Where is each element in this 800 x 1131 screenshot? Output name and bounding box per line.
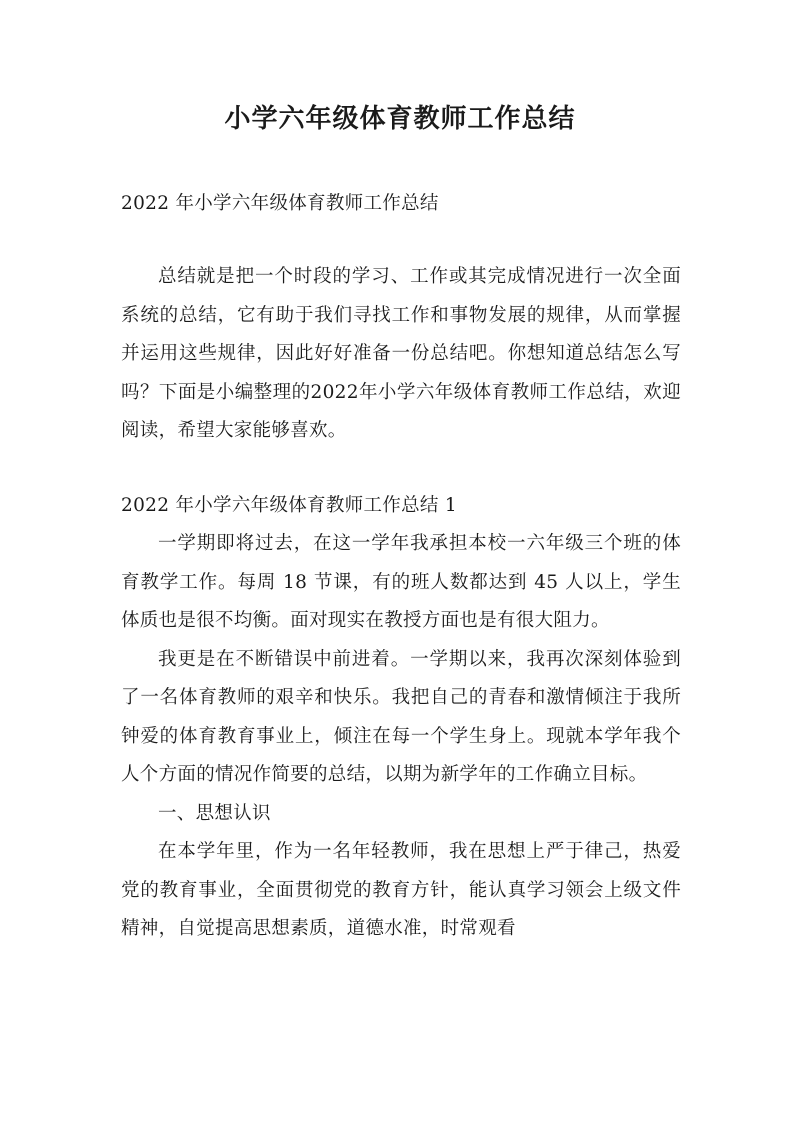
section-body — [121, 525, 681, 949]
body-paragraph: 我更是在不断错误中前进着。一学期以来，我再次深刻体验到了一名体育教师的艰辛和快乐。我把自己的青春和激情倾注于我所钟爱的体育教育事业上，倾注在每一个学生身上。现就本学年我个人个方面的情况作简要的总结，以期为新学年的工作确立目标。 — [121, 648, 681, 785]
section-heading: 2022 年小学六年级体育教师工作总结 1 — [121, 495, 457, 516]
intro-paragraph: 总结就是把一个时段的学习、工作或其完成情况进行一次全面系统的总结，它有助于我们寻找工作和事物发展的规律，从而掌握并运用这些规律，因此好好准备一份总结吧。你想知道总结怎么写吗？下面是小编整理的2022年小学六年级体育教师工作总结，欢迎阅读，希望大家能够喜欢。 — [121, 266, 681, 441]
body-paragraph: 在本学年里，作为一名年轻教师，我在思想上严于律己，热爱党的教育事业，全面贯彻党的教育方针，能认真学习领会上级文件精神，自觉提高思想素质，道德水准，时常观看 — [121, 841, 681, 939]
document-subtitle: 2022 年小学六年级体育教师工作总结 — [121, 193, 439, 214]
document-title: 小学六年级体育教师工作总结 — [224, 104, 576, 134]
body-paragraph: 一学期即将过去，在这一学年我承担本校一六年级三个班的体育教学工作。每周 18 节课，有的班人数都达到 45 人以上，学生体质也是很不均衡。面对现实在教授方面也是有很大阻力。 — [121, 533, 681, 631]
subsection-heading: 一、思想认识 — [158, 802, 271, 824]
